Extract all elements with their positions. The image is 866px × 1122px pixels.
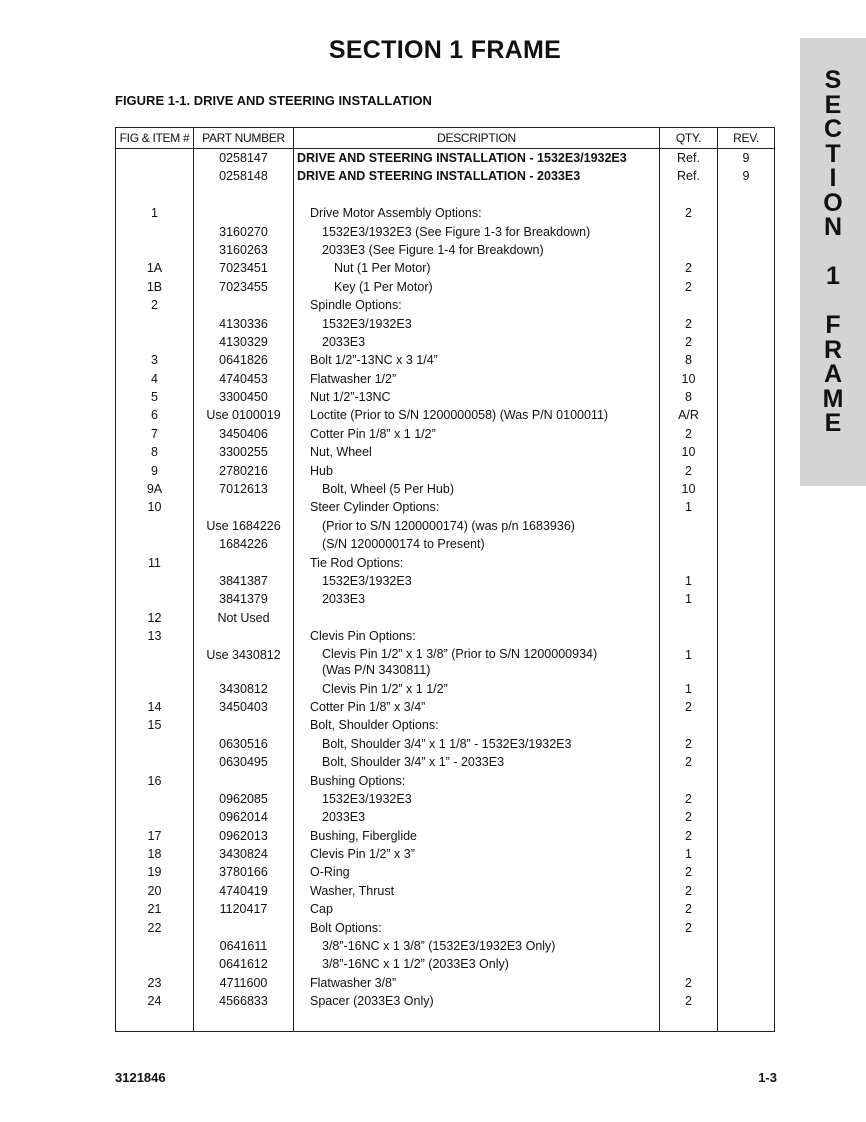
cell-item: [116, 333, 193, 351]
cell-qty: 10: [681, 445, 696, 460]
cell-desc: Bushing Options:: [310, 773, 406, 788]
cell-part: 4711600: [219, 975, 268, 990]
cell-item: 17: [147, 828, 162, 843]
cell-item: 14: [147, 699, 162, 714]
cell-part: 3160270: [219, 224, 268, 239]
cell-rev: [718, 808, 774, 826]
cell-rev: [718, 517, 774, 535]
cell-part: 3450403: [219, 699, 268, 714]
cell-item: [116, 590, 193, 608]
cell-desc: Bolt, Wheel (5 Per Hub): [322, 482, 454, 497]
cell-desc: Nut (1 Per Motor): [334, 261, 431, 276]
cell-rev: [718, 278, 774, 296]
side-tab-letter: R: [823, 335, 843, 364]
cell-qty: [660, 517, 717, 535]
cell-qty: 2: [685, 975, 692, 990]
cell-part: 0641612: [219, 957, 268, 972]
cell-qty: [660, 223, 717, 241]
cell-rev: [718, 863, 774, 881]
cell-item: 1B: [146, 279, 163, 294]
side-tab-letter: E: [824, 90, 842, 119]
cell-desc: 1532E3/1932E3 (See Figure 1-3 for Breakdown): [322, 224, 591, 239]
cell-rev: [718, 462, 774, 480]
cell-qty: [660, 609, 717, 627]
side-tab-letter: A: [823, 360, 843, 388]
cell-rev: [718, 716, 774, 734]
cell-part: 0641826: [219, 353, 268, 368]
cell-desc: 2033E3 (See Figure 1-4 for Breakdown): [322, 242, 544, 257]
cell-item: 2: [151, 298, 158, 313]
cell-item: [116, 646, 193, 680]
cell-rev: [718, 204, 774, 222]
cell-rev: [718, 753, 774, 771]
parts-table: [115, 127, 775, 1032]
cell-qty: 2: [685, 736, 692, 751]
side-tab-letter: I: [829, 164, 837, 192]
header-rev: REV.: [718, 128, 775, 149]
page-number: 1-3: [758, 1070, 777, 1085]
cell-rev: 9: [742, 169, 750, 184]
cell-rev: [718, 627, 774, 645]
table-header-row: [116, 128, 775, 149]
cell-rev: [718, 443, 774, 461]
cell-part: 0630516: [219, 736, 268, 751]
cell-rev: [718, 827, 774, 845]
cell-qty: 2: [685, 316, 692, 331]
cell-qty: 1: [685, 847, 692, 862]
cell-rev: [718, 259, 774, 277]
cell-part: [194, 919, 293, 937]
item-column: [116, 149, 194, 1032]
cell-rev: [718, 790, 774, 808]
cell-part: [194, 772, 293, 790]
cell-part: [194, 627, 293, 645]
side-tab-letter: 1: [826, 262, 840, 290]
cell-rev: [718, 646, 774, 680]
side-tab-letter: M: [822, 384, 844, 413]
cell-desc: Nut 1/2”-13NC: [310, 390, 391, 405]
cell-item: 4: [151, 371, 158, 386]
cell-rev: [718, 992, 774, 1010]
cell-item: [116, 149, 193, 167]
cell-qty: 1: [685, 681, 692, 696]
cell-rev: [718, 772, 774, 790]
cell-desc: O-Ring: [310, 865, 350, 880]
cell-desc: Steer Cylinder Options:: [310, 500, 440, 515]
cell-rev: [718, 919, 774, 937]
cell-desc: 3/8”-16NC x 1 3/8” (1532E3/1932E3 Only): [322, 939, 556, 954]
cell-item: 24: [147, 994, 162, 1009]
cell-qty: [660, 716, 717, 734]
cell-part: 3430812: [219, 681, 268, 696]
cell-rev: [718, 315, 774, 333]
cell-part: 4740419: [219, 883, 268, 898]
cell-rev: [718, 955, 774, 973]
header-part-number: PART NUMBER: [194, 128, 294, 149]
cell-desc: Bolt, Shoulder 3/4” x 1” - 2033E3: [322, 755, 505, 770]
cell-qty: 2: [685, 699, 692, 714]
cell-qty: [660, 241, 717, 259]
cell-qty: 8: [685, 353, 692, 368]
cell-part: Not Used: [217, 610, 270, 625]
cell-part: 4566833: [219, 994, 268, 1009]
cell-desc: Spindle Options:: [310, 298, 402, 313]
cell-qty: 2: [685, 755, 692, 770]
cell-item: [116, 517, 193, 535]
cell-qty: [660, 535, 717, 553]
cell-part: 7023455: [219, 279, 268, 294]
cell-item: [116, 808, 193, 826]
cell-item: [116, 315, 193, 333]
cell-desc-line: Clevis Pin 1/2” x 1 3/8” (Prior to S/N 1200000934): [322, 646, 598, 661]
cell-part: 3450406: [219, 426, 268, 441]
cell-part: [194, 716, 293, 734]
cell-part: 0962013: [219, 828, 268, 843]
cell-qty: [660, 955, 717, 973]
section-side-tab: [800, 38, 866, 486]
cell-rev: [718, 937, 774, 955]
cell-desc: 1532E3/1932E3: [322, 573, 412, 588]
cell-desc: Flatwasher 3/8”: [310, 975, 397, 990]
cell-desc: Drive Motor Assembly Options:: [310, 206, 482, 221]
cell-item: 11: [148, 555, 161, 570]
side-tab-letter: C: [823, 115, 843, 143]
cell-part: 0258147: [219, 151, 268, 165]
cell-part: 3300255: [219, 445, 268, 460]
cell-desc-line: (Was P/N 3430811): [322, 662, 431, 677]
cell-desc: 1532E3/1932E3: [322, 791, 412, 806]
cell-item: 19: [147, 865, 162, 880]
cell-desc: Bushing, Fiberglide: [310, 828, 418, 843]
rev-column: [718, 149, 775, 1032]
cell-qty: 2: [685, 883, 692, 898]
cell-qty: [660, 772, 717, 790]
cell-item: [116, 572, 193, 590]
cell-desc: Cotter Pin 1/8” x 1 1/2”: [310, 426, 436, 441]
cell-desc: Key (1 Per Motor): [334, 279, 433, 294]
cell-part: 1684226: [219, 537, 268, 552]
cell-desc: 2033E3: [322, 592, 366, 607]
cell-qty: 2: [685, 261, 692, 276]
cell-part: 2780216: [219, 463, 268, 478]
cell-item: 1: [151, 206, 158, 221]
cell-desc: DRIVE AND STEERING INSTALLATION - 1532E3/1932E3: [297, 151, 627, 165]
header-fig-item: FIG & ITEM #: [116, 128, 194, 149]
doc-number: 3121846: [115, 1070, 166, 1085]
cell-rev: [718, 882, 774, 900]
cell-desc: Bolt Options:: [310, 920, 382, 935]
cell-desc: (Prior to S/N 1200000174) (was p/n 1683936): [322, 518, 575, 533]
cell-part: 0258148: [219, 169, 268, 184]
cell-item: [116, 937, 193, 955]
cell-part: 3160263: [219, 242, 268, 257]
cell-part: 3300450: [219, 390, 268, 405]
cell-part: 4130336: [219, 316, 268, 331]
cell-part: 4130329: [219, 334, 268, 349]
cell-desc: 3/8”-16NC x 1 1/2” (2033E3 Only): [322, 957, 509, 972]
cell-rev: [718, 900, 774, 918]
cell-rev: [718, 351, 774, 369]
cell-rev: [718, 698, 774, 716]
cell-part: 3841379: [219, 592, 268, 607]
cell-qty: A/R: [678, 408, 699, 423]
cell-rev: [718, 425, 774, 443]
cell-qty: 2: [685, 334, 692, 349]
cell-qty: 2: [685, 206, 692, 221]
cell-item: [116, 241, 193, 259]
cell-qty: 1: [685, 592, 692, 607]
cell-qty: 8: [685, 390, 692, 405]
cell-qty: [660, 554, 717, 572]
cell-qty: Ref.: [677, 151, 700, 165]
cell-qty: [660, 296, 717, 314]
cell-qty: 1: [685, 573, 692, 588]
cell-item: 12: [147, 610, 162, 625]
cell-rev: [718, 388, 774, 406]
cell-part: Use 0100019: [206, 408, 281, 423]
cell-rev: [718, 241, 774, 259]
cell-desc: Spacer (2033E3 Only): [310, 994, 434, 1009]
cell-rev: [718, 974, 774, 992]
cell-desc: Clevis Pin 1/2” x 1 1/2”: [322, 681, 448, 696]
cell-item: [116, 535, 193, 553]
cell-part: [194, 186, 293, 204]
cell-part: 0962014: [219, 810, 268, 825]
cell-qty: 10: [681, 371, 696, 386]
cell-desc: Cap: [310, 902, 333, 917]
cell-rev: [718, 609, 774, 627]
cell-rev: [718, 186, 774, 204]
cell-rev: [718, 572, 774, 590]
cell-qty: 2: [685, 865, 692, 880]
cell-desc: Cotter Pin 1/8” x 3/4”: [310, 699, 426, 714]
cell-part: [194, 296, 293, 314]
cell-desc: [294, 186, 659, 204]
cell-part: [194, 204, 293, 222]
cell-item: 9A: [146, 482, 163, 497]
cell-qty: 2: [685, 426, 692, 441]
cell-desc: [294, 646, 659, 680]
cell-item: 1A: [146, 261, 163, 276]
cell-item: [116, 680, 193, 698]
cell-part: [194, 498, 293, 516]
cell-rev: [718, 845, 774, 863]
cell-desc: Clevis Pin Options:: [310, 629, 416, 644]
cell-rev: [718, 223, 774, 241]
page-title: SECTION 1 FRAME: [328, 36, 562, 64]
cell-desc: Hub: [310, 463, 333, 478]
side-tab-letter: N: [823, 213, 843, 241]
cell-rev: [718, 735, 774, 753]
cell-qty: [660, 937, 717, 955]
figure-title: FIGURE 1-1. DRIVE AND STEERING INSTALLATION: [115, 93, 432, 108]
cell-qty: 2: [685, 791, 692, 806]
cell-item: [116, 735, 193, 753]
cell-qty: [660, 627, 717, 645]
cell-desc: 1532E3/1932E3: [322, 316, 412, 331]
cell-item: 15: [147, 718, 162, 733]
cell-item: [116, 753, 193, 771]
cell-part: Use 3430812: [206, 647, 281, 662]
cell-qty: 2: [685, 810, 692, 825]
cell-item: 10: [147, 500, 162, 515]
cell-part: 3841387: [219, 573, 268, 588]
side-tab-letter: F: [825, 311, 841, 339]
side-tab-letter: E: [824, 409, 842, 437]
cell-item: 20: [147, 883, 162, 898]
cell-item: [116, 955, 193, 973]
cell-item: [116, 167, 193, 185]
cell-desc: (S/N 1200000174 to Present): [322, 537, 485, 552]
cell-desc: Tie Rod Options:: [310, 555, 404, 570]
cell-item: 3: [151, 353, 158, 368]
cell-item: [116, 186, 193, 204]
cell-item: 5: [151, 390, 158, 405]
cell-part: [194, 554, 293, 572]
cell-item: 16: [147, 773, 162, 788]
cell-desc: 2033E3: [322, 334, 366, 349]
cell-part: 7012613: [219, 482, 268, 497]
cell-rev: 9: [742, 151, 750, 165]
side-tab-letter: O: [823, 188, 843, 217]
cell-part: Use 1684226: [206, 518, 281, 533]
description-column: [294, 149, 660, 1032]
cell-qty: 1: [685, 500, 692, 515]
cell-rev: [718, 333, 774, 351]
side-tab-letter: S: [824, 66, 842, 94]
cell-qty: 2: [685, 279, 692, 294]
cell-rev: [718, 590, 774, 608]
cell-qty: Ref.: [677, 169, 700, 184]
cell-rev: [718, 680, 774, 698]
cell-qty: 2: [685, 994, 692, 1009]
cell-qty: [660, 186, 717, 204]
cell-rev: [718, 370, 774, 388]
cell-part: 0962085: [219, 791, 268, 806]
cell-desc: DRIVE AND STEERING INSTALLATION - 2033E3: [297, 169, 581, 184]
cell-desc: [294, 609, 659, 627]
cell-part: 1120417: [219, 902, 268, 917]
cell-desc: Bolt, Shoulder Options:: [310, 718, 439, 733]
cell-item: [116, 790, 193, 808]
part-number-column: [194, 149, 294, 1032]
cell-item: 8: [151, 445, 158, 460]
header-description: DESCRIPTION: [294, 128, 660, 149]
cell-qty: 10: [681, 482, 696, 497]
cell-desc: 2033E3: [322, 810, 366, 825]
cell-desc: Bolt 1/2”-13NC x 3 1/4”: [310, 353, 438, 368]
cell-rev: [718, 296, 774, 314]
cell-qty: 2: [685, 920, 692, 935]
cell-part: 7023451: [219, 261, 268, 276]
cell-item: 22: [147, 920, 162, 935]
cell-rev: [718, 535, 774, 553]
cell-qty: 1: [685, 647, 692, 662]
cell-qty: 2: [685, 828, 692, 843]
cell-item: 21: [147, 902, 162, 917]
cell-desc: Washer, Thrust: [310, 883, 395, 898]
cell-part: 4740453: [219, 371, 268, 386]
cell-desc: Clevis Pin 1/2” x 3”: [310, 847, 415, 862]
cell-qty: 2: [685, 463, 692, 478]
cell-part: 0630495: [219, 755, 268, 770]
cell-item: 7: [151, 426, 158, 441]
cell-desc: Bolt, Shoulder 3/4” x 1 1/8” - 1532E3/1932E3: [322, 736, 572, 751]
cell-qty: 2: [685, 902, 692, 917]
side-tab-letter: T: [825, 139, 841, 168]
cell-desc: Flatwasher 1/2”: [310, 371, 397, 386]
cell-rev: [718, 406, 774, 424]
cell-item: 6: [151, 408, 158, 423]
cell-item: 13: [147, 629, 162, 644]
cell-item: 18: [147, 847, 162, 862]
cell-item: 9: [151, 463, 158, 478]
cell-desc: Loctite (Prior to S/N 1200000058) (Was P/N 0100011): [310, 408, 609, 423]
cell-rev: [718, 480, 774, 498]
cell-rev: [718, 554, 774, 572]
cell-part: 3780166: [219, 865, 268, 880]
cell-desc: Nut, Wheel: [310, 445, 372, 460]
cell-part: 3430824: [219, 847, 268, 862]
cell-part: 0641611: [219, 939, 268, 954]
cell-item: 23: [147, 975, 162, 990]
cell-item: [116, 223, 193, 241]
qty-column: [660, 149, 718, 1032]
header-qty: QTY.: [660, 128, 718, 149]
cell-rev: [718, 498, 774, 516]
